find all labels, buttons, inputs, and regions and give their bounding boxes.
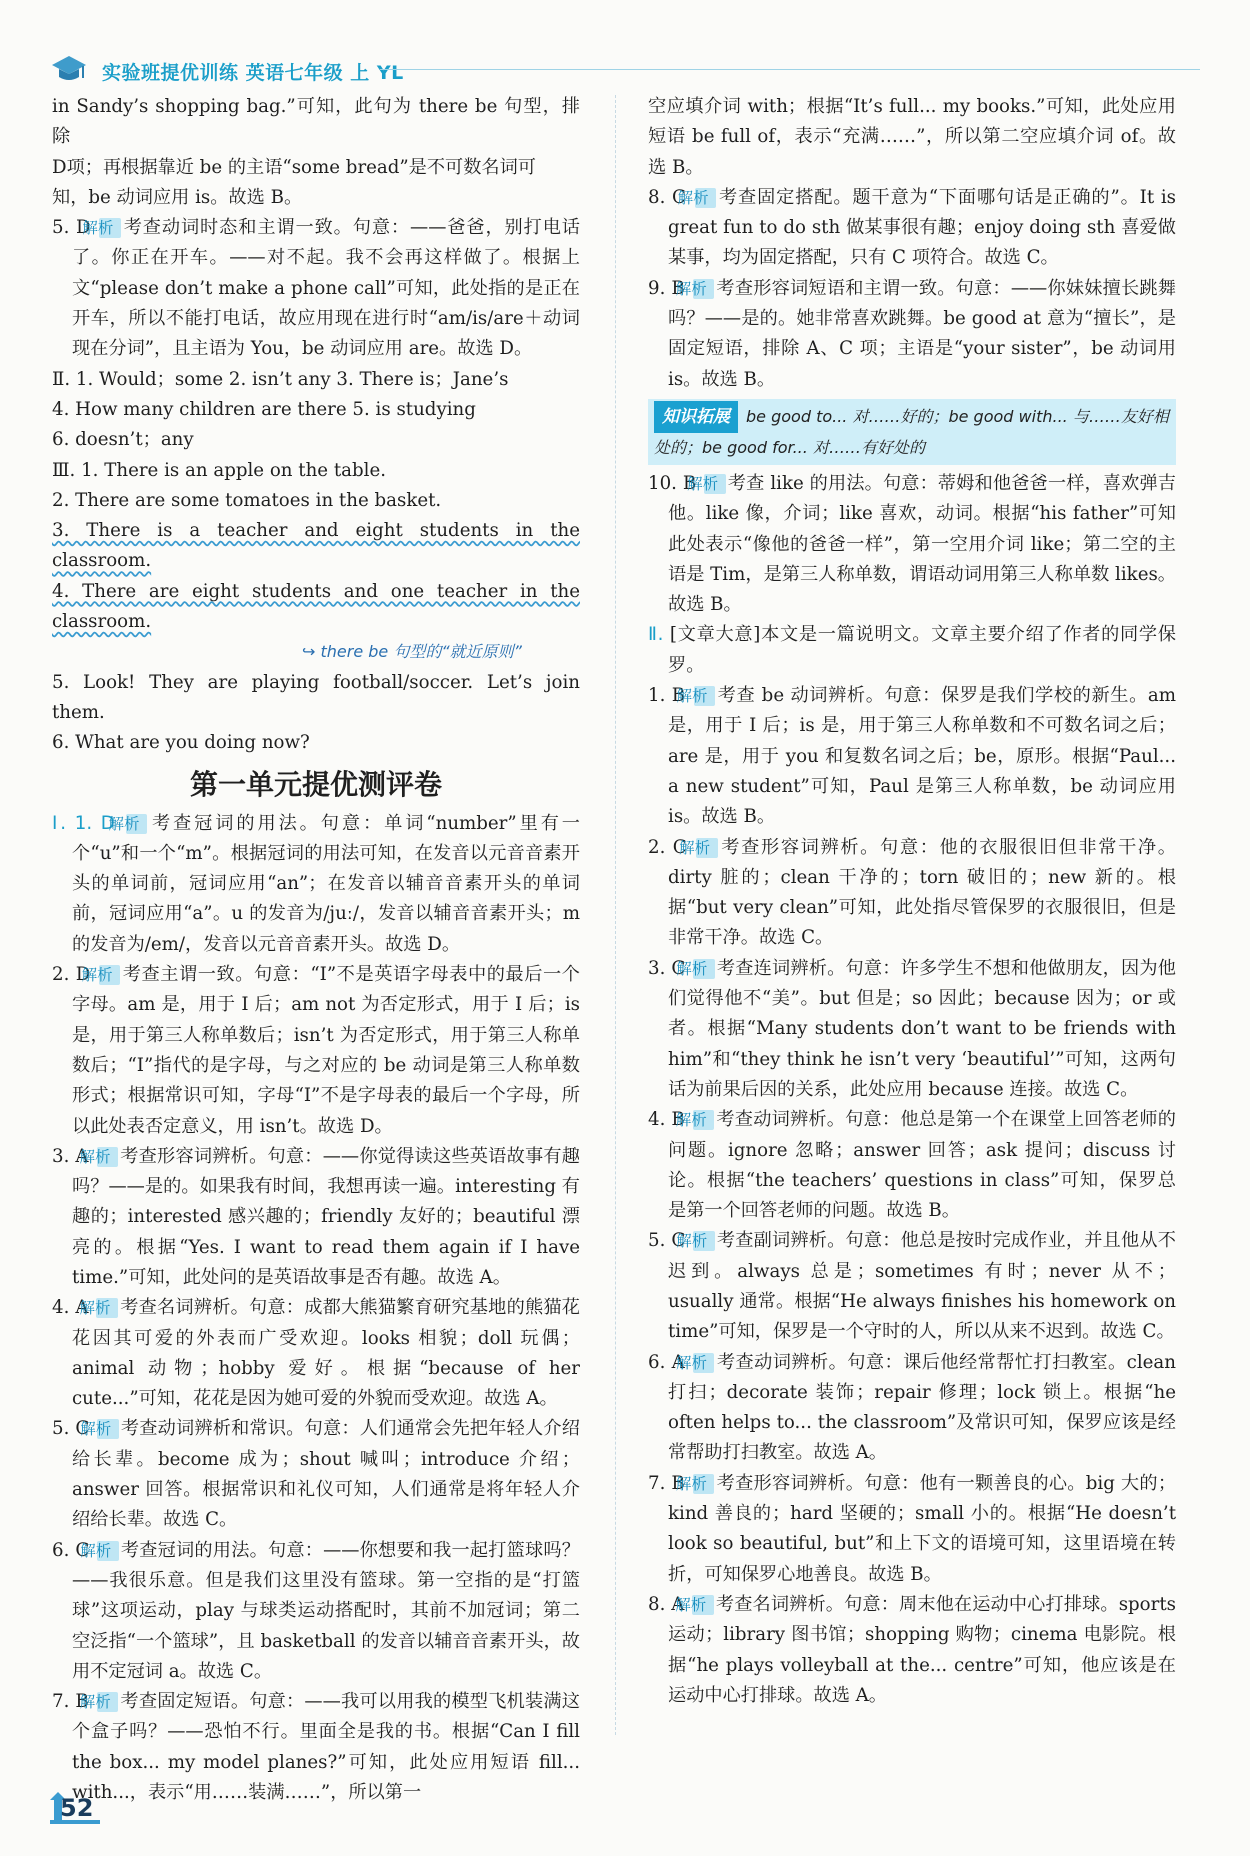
answer-explanation: 考查冠词的用法。句意：单词“number”里有一个“u”和一个“m”。根据冠词的用法可知，在发音以元音音素开头的单词前，冠词应用“an”；在发音以辅音音素开头的单词前，冠词应用“a”。u 的发音为/juː/，发音以辅音音素开头；m 的发音为/em/，发音以元音音素开头。故选 D。	[72, 812, 580, 955]
analysis-tag: 解析	[126, 814, 148, 834]
answer-item	[52, 1687, 580, 1808]
unit-title: 第一单元提优测评卷	[189, 767, 442, 801]
graduation-cap-icon	[50, 52, 88, 86]
summary-text: 本文是一篇说明文。文章主要介绍了作者的同学保罗。	[668, 624, 1176, 676]
answer-explanation: 考查动词辨析。句意：课后他经常帮忙打扫教室。clean 打扫；decorate 装饰；repair 修理；lock 锁上。根据“he often helps to... the classroom”及常识可知，保罗应该是经常帮助打扫教室。故选 A。	[668, 1351, 1176, 1464]
section-iii-line: 4. There are eight students and one teacher in the classroom.	[52, 580, 580, 633]
text-line: in Sandy’s shopping bag.”可知，此句为 there be 句型，排除	[52, 96, 580, 148]
book-title: 实验班提优训练 英语七年级 上 YL	[102, 62, 404, 84]
answer-explanation: 考查名词辨析。句意：周末他在运动中心打排球。sports 运动；library 图书馆；shopping 购物；cinema 电影院。根据“he plays volleyball at the... centre”可知，他应该是在运动中心打排球。故选 A。	[668, 1593, 1176, 1706]
page-number: 52	[60, 1794, 94, 1822]
answer-item	[648, 469, 1176, 620]
section-iii-line: 5. Look! They are playing football/soccer. Let’s join them.	[52, 671, 580, 723]
answer-item	[52, 960, 580, 1142]
analysis-tag: 解析	[693, 1353, 715, 1373]
analysis-tag: 解析	[99, 218, 121, 238]
answer-key: 5. D	[52, 217, 91, 239]
analysis-tag: 解析	[693, 1231, 715, 1251]
knowledge-badge: 知识拓展	[654, 401, 738, 433]
analysis-tag: 解析	[692, 1595, 714, 1615]
right-column	[648, 92, 1176, 1711]
answer-key: 5. C	[52, 1418, 90, 1440]
text-line: 空应填介词 with；根据“It’s full... my books.”可知，此处应用短语 be full of，表示“充满……”，所以第二空应填介词 of。故选 B。	[648, 96, 1176, 178]
answer-explanation: 考查名词辨析。句意：成都大熊猫繁育研究基地的熊猫花花因其可爱的外表而广受欢迎。looks 相貌；doll 玩偶；animal 动物；hobby 爱好。根据“because of her cute...”可知，花花是因为她可爱的外貌而受欢迎。故选 A。	[72, 1297, 580, 1410]
summary-item: Ⅱ. [文章大意]本文是一篇说明文。文章主要介绍了作者的同学保罗。	[648, 624, 1176, 676]
knowledge-text: be good to... 对……好的；be good with... 与……友好相处的；be good for... 对……有好处的	[654, 406, 1169, 457]
answer-key: 4. A	[52, 1297, 89, 1319]
left-column	[52, 92, 580, 1808]
analysis-tag: 解析	[696, 838, 718, 858]
answer-item	[52, 1414, 580, 1535]
knowledge-extension-box	[648, 399, 1176, 465]
answer-key: 8. C	[648, 186, 686, 208]
section-iii-line: 2. There are some tomatoes in the basket.	[52, 489, 442, 511]
answer-item	[648, 1348, 1176, 1469]
answer-key: 7. B	[648, 1472, 685, 1494]
answer-key: 2. D	[52, 964, 91, 986]
answer-key: 3. C	[648, 957, 686, 979]
answer-item	[648, 954, 1176, 1105]
answer-key: 9. B	[648, 277, 685, 299]
section-ii-line: 6. doesn’t；any	[52, 429, 194, 451]
answer-explanation: 考查主谓一致。句意：“I”不是英语字母表中的最后一个字母。am 是，用于 I 后；am not 为否定形式，用于 I 后；is 是，用于第三人称单数后；isn’t 为否定形式，用于第三人称单数后；“I”指代的是字母，与之对应的 be 动词是第三人称单数形式；根据常识可知，字母“I”不是字母表的最后一个字母，所以此处表否定意义，用 isn’t。故选 D。	[72, 964, 580, 1137]
column-divider	[615, 95, 616, 1735]
analysis-tag: 解析	[96, 1298, 118, 1318]
answer-key: 3. A	[52, 1145, 89, 1167]
answer-explanation: 考查冠词的用法。句意：——你想要和我一起打篮球吗？——我很乐意。但是我们这里没有篮球。第一空指的是“打篮球”这项运动，play 与球类运动搭配时，其前不加冠词；第二空泛指“一个篮球”，且 basketball 的发音以辅音音素开头，故用不定冠词 a。故选 C。	[72, 1539, 580, 1682]
analysis-tag: 解析	[97, 1692, 119, 1712]
answer-key: 1. B	[648, 685, 686, 707]
answer-item	[52, 1293, 580, 1414]
answer-key: 4. B	[648, 1109, 685, 1131]
analysis-tag: 解析	[99, 965, 121, 985]
answer-key: Ⅰ. 1. D	[52, 812, 115, 834]
answer-item	[52, 1142, 580, 1293]
summary-tag: 文章大意	[677, 624, 754, 646]
answer-key: 5. C	[648, 1230, 686, 1252]
analysis-tag: 解析	[695, 188, 717, 208]
answer-explanation: 考查动词时态和主谓一致。句意：——爸爸，别打电话了。你正在开车。——对不起。我不会再这样做了。根据上文“please don’t make a phone call”可知，此处指的是正在开车，所以不能打电话，故应用现在进行时“am/is/are＋动词现在分词”，且主语为 You，be 动词应用 are。故选 D。	[72, 217, 580, 360]
answer-explanation: 考查动词辨析。句意：他总是第一个在课堂上回答老师的问题。ignore 忽略；answer 回答；ask 提问；discuss 讨论。根据“the teachers’ questions in class”可知，保罗总是第一个回答老师的问题。故选 B。	[668, 1109, 1176, 1222]
section-iii-line: 6. What are you doing now?	[52, 732, 310, 754]
analysis-tag: 解析	[694, 686, 716, 706]
answer-explanation: 考查形容词辨析。句意：他的衣服很旧但非常干净。dirty 脏的；clean 干净的；torn 破旧的；new 新的。根据“but very clean”可知，此处指尽管保罗的衣服很旧，但是非常干净。故选 C。	[668, 836, 1176, 949]
section-number: Ⅱ.	[648, 624, 664, 646]
header-rule	[380, 69, 1200, 70]
analysis-tag: 解析	[693, 959, 715, 979]
text-line: D项；再根据靠近 be 的主语“some bread”是不可数名词可	[52, 156, 536, 178]
answer-key: 7. B	[52, 1691, 89, 1713]
section-ii-line: Ⅱ. 1. Would；some 2. isn’t any 3. There is；Jane’s	[52, 368, 509, 390]
page-header	[50, 52, 1200, 88]
answer-explanation: 考查 be 动词辨析。句意：保罗是我们学校的新生。am 是，用于 I 后；is 是，用于第三人称单数和不可数名词之后；are 是，用于 you 和复数名词之后；be，原形。根据“Paul... a new student”可知，Paul 是第三人称单数，be 动词应用 is。故选 B。	[668, 685, 1176, 828]
answer-item	[648, 1590, 1176, 1711]
analysis-tag: 解析	[693, 279, 715, 299]
answer-key: 8. A	[648, 1593, 685, 1615]
analysis-tag: 解析	[704, 474, 726, 494]
analysis-tag: 解析	[97, 1147, 119, 1167]
section-iii-line: 3. There is a teacher and eight students in the classroom.	[52, 520, 580, 572]
analysis-tag: 解析	[693, 1110, 715, 1130]
answer-explanation: 考查固定搭配。题干意为“下面哪句话是正确的”。It is great fun to do sth 做某事很有趣；enjoy doing sth 喜爱做某事，均为固定搭配，只有 C 项符合。故选 C。	[668, 186, 1176, 269]
answer-item	[648, 183, 1176, 274]
answer-explanation: 考查连词辨析。句意：许多学生不想和他做朋友，因为他们觉得他不“美”。but 但是；so 因此；because 因为；or 或者。根据“Many students don’t want to be friends with him”和“they think he isn’t very ‘beautiful’”可知，这两句话为前果后因的关系，此处应用 because 连接。故选 C。	[668, 957, 1176, 1100]
answer-item	[648, 681, 1176, 832]
answer-explanation: 考查动词辨析和常识。句意：人们通常会先把年轻人介绍给长辈。become 成为；shout 喊叫；introduce 介绍；answer 回答。根据常识和礼仪可知，人们通常是将年轻人介绍给长辈。故选 C。	[72, 1418, 580, 1531]
answer-item	[52, 809, 580, 960]
answer-item	[648, 274, 1176, 395]
answer-item	[52, 1536, 580, 1687]
answer-key: 2. C	[648, 836, 687, 858]
answer-explanation: 考查形容词辨析。句意：——你觉得读这些英语故事有趣吗？——是的。如果我有时间，我想再读一遍。interesting 有趣的；interested 感兴趣的；friendly 友好的；beautiful 漂亮的。根据“Yes. I want to read them again if I have time.”可知，此处问的是英语故事是否有趣。故选 A。	[72, 1145, 580, 1288]
handwritten-note: ↪ there be 句型的“就近原则”	[302, 642, 522, 662]
analysis-tag: 解析	[693, 1474, 715, 1494]
answer-key: 10. B	[648, 472, 697, 494]
answer-item	[648, 833, 1176, 954]
answer-item	[648, 1226, 1176, 1347]
text-line: 知，be 动词应用 is。故选 B。	[52, 186, 303, 208]
answer-key: 6. C	[52, 1539, 90, 1561]
answer-explanation: 考查形容词短语和主谓一致。句意：——你妹妹擅长跳舞吗？——是的。她非常喜欢跳舞。be good at 意为“擅长”，是固定短语，排除 A、C 项；主语是“your sister”，be 动词用 is。故选 B。	[668, 277, 1176, 390]
note-text: there be 句型的“就近原则”	[320, 642, 522, 662]
answer-item	[648, 1469, 1176, 1590]
answer-explanation: 考查固定短语。句意：——我可以用我的模型飞机装满这个盒子吗？——恐怕不行。里面全是我的书。根据“Can I fill the box... my model planes?”可知，此处应用短语 fill... with...，表示“用……装满……”，所以第一	[72, 1691, 580, 1804]
answer-explanation: 考查 like 的用法。句意：蒂姆和他爸爸一样，喜欢弹吉他。like 像，介词；like 喜欢，动词。根据“his father”可知此处表示“像他的爸爸一样”，第一空用介词 like；第二空的主语是 Tim，是第三人称单数，谓语动词用第三人称单数 likes。故选 B。	[668, 472, 1176, 616]
section-iii-line: Ⅲ. 1. There is an apple on the table.	[52, 459, 387, 481]
answer-key: 6. A	[648, 1351, 685, 1373]
answer-item	[648, 1105, 1176, 1226]
section-ii-line: 4. How many children are there 5. is studying	[52, 398, 476, 420]
answer-explanation: 考查形容词辨析。句意：他有一颗善良的心。big 大的；kind 善良的；hard 坚硬的；small 小的。根据“He doesn’t look so beautiful, but”和上下文的语境可知，这里语境在转折，可知保罗心地善良。故选 B。	[668, 1472, 1177, 1585]
analysis-tag: 解析	[97, 1541, 119, 1561]
answer-explanation: 考查副词辨析。句意：他总是按时完成作业，并且他从不迟到。always 总是；sometimes 有时；never 从不；usually 通常。根据“He always finishes his homework on time”可知，保罗是一个守时的人，所以从来不迟到。故选 C。	[668, 1230, 1176, 1343]
answer-item	[52, 213, 580, 364]
analysis-tag: 解析	[97, 1419, 119, 1439]
